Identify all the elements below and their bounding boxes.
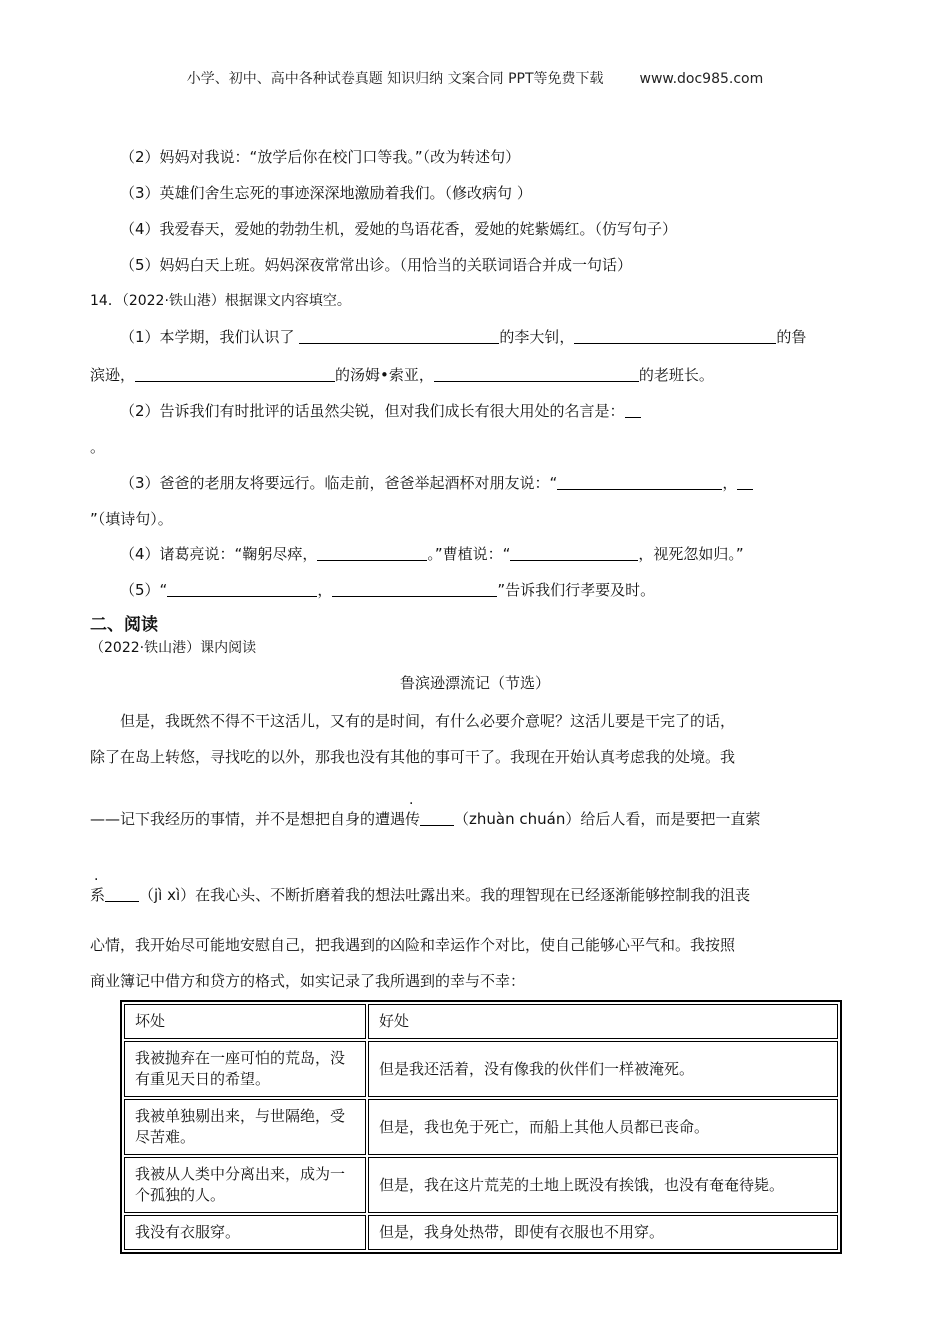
- blank[interactable]: [332, 581, 497, 597]
- q14-p1-d: 滨逊，: [90, 366, 136, 384]
- q14-p1-a: （1）本学期，我们认识了: [120, 328, 295, 346]
- table-cell-good: 但是，我也免于死亡，而船上其他人员都已丧命。: [368, 1099, 838, 1155]
- q13-item-3: （3）英雄们舍生忘死的事迹深深地激励着我们。（修改病句 ）: [120, 184, 532, 202]
- blank[interactable]: [317, 545, 427, 561]
- table-row: [124, 1215, 838, 1250]
- q14-p5-a: （5）“: [120, 581, 168, 599]
- q14-p1-c: 的鲁: [776, 328, 807, 346]
- table-cell-good: 但是，我身处热带，即使有衣服也不用穿。: [368, 1215, 838, 1250]
- header-text: 小学、初中、高中各种试卷真题 知识归纳 文案合同 PPT等免费下载: [186, 71, 604, 87]
- dotted-char-xi: 系: [90, 886, 106, 904]
- q14-p4-b: 。”曹植说：“: [427, 545, 511, 563]
- passage-l3-a: ——记下我经历的事情，并不是想把自身的遭遇: [90, 810, 406, 828]
- passage-line-2: 除了在岛上转悠，寻找吃的以外，那我也没有其他的事可干了。我现在开始认真考虑我的处境。我: [90, 748, 736, 766]
- blank[interactable]: [167, 581, 317, 597]
- q14-p1-b: 的李大钊，: [499, 328, 575, 346]
- q14-p3-b: ，: [722, 474, 738, 492]
- blank[interactable]: [299, 328, 499, 344]
- table-cell-bad: 我没有衣服穿。: [124, 1215, 366, 1250]
- table-row: [124, 1157, 838, 1213]
- table-row: [124, 1099, 838, 1155]
- dotted-char-chuan: 传: [405, 810, 421, 828]
- q14-p4-a: （4）诸葛亮说：“鞠躬尽瘁，: [120, 545, 318, 563]
- passage-line-1: 但是，我既然不得不干这活儿，又有的是时间，有什么必要介意呢？这活儿要是干完了的话，: [120, 712, 736, 730]
- passage-line-5: 心情，我开始尽可能地安慰自己，把我遇到的凶险和幸运作个对比，使自己能够心平气和。我按照: [90, 936, 736, 954]
- q14-title: 14．（2022·铁山港）根据课文内容填空。: [90, 293, 351, 309]
- blank[interactable]: [557, 474, 722, 490]
- table-cell-good: 但是，我在这片荒芜的土地上既没有挨饿，也没有奄奄待毙。: [368, 1157, 838, 1213]
- section-source: （2022·铁山港）课内阅读: [90, 640, 257, 656]
- q13-item-5: （5）妈妈白天上班。妈妈深夜常常出诊。（用恰当的关联词语合并成一句话）: [120, 256, 633, 274]
- header-url[interactable]: www.doc985.com: [639, 71, 764, 87]
- blank[interactable]: [105, 886, 139, 902]
- q14-p4-c: ，视死忽如归。”: [638, 545, 744, 563]
- blank[interactable]: [737, 474, 753, 490]
- blank[interactable]: [625, 402, 641, 418]
- table-header-good: 好处: [368, 1004, 838, 1039]
- section-title: 二、阅读: [90, 615, 158, 635]
- q14-p3: [120, 472, 753, 493]
- passage-line-4: [90, 884, 750, 905]
- table-cell-good: 但是我还活着，没有像我的伙伴们一样被淹死。: [368, 1041, 838, 1097]
- passage-line-3: [90, 808, 760, 829]
- passage-line-6: 商业簿记中借方和贷方的格式，如实记录了我所遇到的幸与不幸：: [90, 972, 526, 990]
- q14-p1-line1: [120, 326, 806, 347]
- q14-p3-end: ”（填诗句）。: [90, 510, 173, 528]
- q14-p1-e: 的汤姆•索亚，: [335, 366, 434, 384]
- q14-p4: [120, 543, 744, 564]
- blank[interactable]: [510, 545, 638, 561]
- blank[interactable]: [135, 366, 335, 382]
- q14-p2-end: 。: [90, 438, 106, 456]
- table-header-row: [124, 1004, 838, 1039]
- q14-p3-a: （3）爸爸的老朋友将要远行。临走前，爸爸举起酒杯对朋友说：“: [120, 474, 558, 492]
- q14-p1-f: 的老班长。: [638, 366, 714, 384]
- blank[interactable]: [420, 810, 454, 826]
- blank[interactable]: [574, 328, 776, 344]
- q14-p1-line2: [90, 364, 714, 385]
- q14-p5-c: ”告诉我们行孝要及时。: [497, 581, 656, 599]
- q14-p5: [120, 579, 655, 600]
- passage-l4-b: （jì xì）在我心头、不断折磨着我的想法吐露出来。我的理智现在已经逐渐能够控制我的沮丧: [139, 886, 751, 904]
- table-cell-bad: 我被从人类中分离出来，成为一个孤独的人。: [124, 1157, 366, 1213]
- q13-item-4: （4）我爱春天，爱她的勃勃生机，爱她的鸟语花香，爱她的姹紫嫣红。（仿写句子）: [120, 220, 678, 238]
- passage-title: 鲁滨逊漂流记（节选）: [399, 674, 550, 692]
- q13-item-2: （2）妈妈对我说：“放学后你在校门口等我。”（改为转述句）: [120, 148, 521, 166]
- table-cell-bad: 我被单独剔出来，与世隔绝，受尽苦难。: [124, 1099, 366, 1155]
- q14-p2: [120, 400, 641, 421]
- passage-l3-b: （zhuàn chuán）给后人看，而是要把一直萦: [454, 810, 761, 828]
- q14-p2-a: （2）告诉我们有时批评的话虽然尖锐，但对我们成长有很大用处的名言是：: [120, 402, 625, 420]
- table-row: [124, 1041, 838, 1097]
- table-cell-bad: 我被抛弃在一座可怕的荒岛，没有重见天日的希望。: [124, 1041, 366, 1097]
- page-header: [0, 68, 950, 88]
- q14-p5-b: ，: [317, 581, 333, 599]
- table-header-bad: 坏处: [124, 1004, 366, 1039]
- ledger-table: [120, 1000, 842, 1254]
- blank[interactable]: [434, 366, 639, 382]
